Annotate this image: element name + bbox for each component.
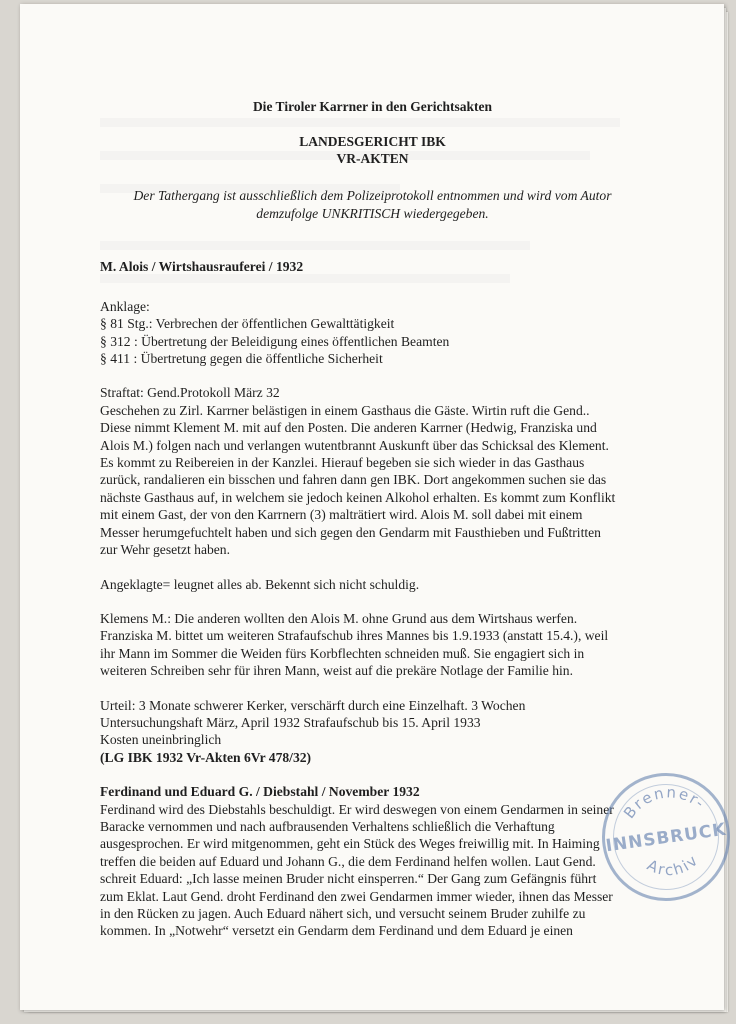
archive-stamp [594,765,736,910]
case2 [100,783,645,940]
case2-line: Ferdinand wird des Diebstahls beschuldigt. Er wird deswegen von einem Gendarmen in seiner [100,801,614,817]
case2-line: in den Rücken zu jagen. Auch Eduard nähert sich, und versucht seinem Bruder zuhilfe zu [100,906,586,921]
document-title: Die Tiroler Karrner in den Gerichtsakten [252,99,493,114]
intro-note [100,187,645,222]
straftat-line: nächste Gasthaus auf, in welchem sie jedoch keinen Alkohol erhalten. Es kommt zum Konflikt [100,489,616,505]
svg-text:Brenner- [617,778,711,824]
straftat-line: zurück, randalieren ein bisschen und fahren dann gen IBK. Dort angekommen suchen sie das [100,472,607,488]
document-body [100,98,645,940]
klemens-line: weiteren Schreiben sehr für ihren Mann, weist auf die prekäre Notlage der Familie hin. [100,663,573,679]
urteil-line: Kosten uneinbringlich [100,732,222,748]
straftat-line: Diese nimmt Klement M. mit auf den Posten. Die anderen Karrner (Hedwig, Franziska und [100,420,597,436]
case2-line: kommen. In „Notwehr“ versetzt ein Gendarm dem Ferdinand und dem Eduard je einen [100,923,573,939]
stamp-middle-text: INNSBRUCK [604,819,728,857]
stamp-bottom-text: Archiv [644,850,703,880]
case1-urteil [100,697,645,767]
straftat-line: Alois M.) folgen nach und verlangen wutentbrannt Auskunft über das Schicksal des Klement. [100,437,609,453]
straftat-line: zur Wehr gesetzt haben. [100,542,231,558]
urteil-line: Untersuchungshaft März, April 1932 Strafaufschub bis 15. April 1933 [100,714,481,730]
case1-klemens [100,610,645,680]
klemens-line: Franziska M. bittet um weiteren Strafaufschub ihres Mannes bis 1.9.1933 (anstatt 15.4.), weil [100,628,609,644]
anklage-label: Anklage: [100,298,150,314]
court-name: LANDESGERICHT IBK [299,134,446,150]
svg-text:Archiv [642,849,704,883]
charge-line: § 312 : Übertretung der Beleidigung eines öffentlichen Beamten [100,333,450,349]
angeklagte-statement: Angeklagte= leugnet alles ab. Bekennt sich nicht schuldig. [100,576,420,592]
straftat-label: Straftat: Gend.Protokoll März 32 [100,385,280,401]
intro-line-2: demzufolge UNKRITISCH wiedergegeben. [256,205,489,221]
straftat-line: Messer herumgefuchtelt haben und sich gegen den Gendarm mit Fausthieben und Fußtritten [100,524,601,540]
klemens-line: ihr Mann im Sommer die Weiden fürs Korbflechten schneiden muß. Sie engagiert sich in [100,645,585,661]
straftat-line: Es kommt zu Reibereien in der Kanzlei. Hierauf begeben sie sich wieder in das Gasthaus [100,455,585,471]
file-type: VR-AKTEN [336,151,409,167]
straftat-line: mit einem Gast, der von den Karrnern (3) malträtiert wird. Alois M. soll dabei mit einem [100,507,583,523]
case2-line: treffen die beiden auf Eduard und Johann G., die dem Ferdinand helfen wollen. Laut Gend. [100,853,596,869]
klemens-line: Klemens M.: Die anderen wollten den Alois M. ohne Grund aus dem Wirtshaus werfen. [100,610,578,626]
case1-reference: (LG IBK 1932 Vr-Akten 6Vr 478/32) [100,749,312,765]
court-heading [100,133,645,167]
case2-line: zum Eklat. Laut Gend. droht Ferdinand den zwei Gendarmen immer wieder, ihnen das Messer [100,888,613,904]
case1-heading: M. Alois / Wirtshausrauferei / 1932 [100,259,304,275]
straftat-line: Geschehen zu Zirl. Karrner belästigen in einem Gasthaus die Gäste. Wirtin ruft die Gend.. [100,402,590,418]
case2-heading: Ferdinand und Eduard G. / Diebstahl / November 1932 [100,784,420,800]
intro-line-1: Der Tathergang ist ausschließlich dem Polizeiprotokoll entnommen und wird vom Autor [133,188,612,204]
case1-anklage [100,298,645,368]
urteil-line: Urteil: 3 Monate schwerer Kerker, verschärft durch eine Einzelhaft. 3 Wochen [100,697,526,713]
stamp-top-text: Brenner- [619,783,710,822]
charge-line: § 81 Stg.: Verbrechen der öffentlichen Gewalttätigkeit [100,316,395,332]
case2-line: ausgesprochen. Er wird mitgenommen, geht ein Stück des Weges freiwillig mit. In Haiming [100,836,600,852]
charge-line: § 411 : Übertretung gegen die öffentliche Sicherheit [100,351,383,367]
case2-line: Baracke vernommen und nach aufbrausenden Verhaltens schließlich die Verhaftung [100,818,555,834]
case1-straftat [100,384,645,558]
case2-line: schreit Eduard: „Ich lasse meinen Bruder nicht einsperren.“ Der Gang zum Gefängnis führt [100,871,597,887]
